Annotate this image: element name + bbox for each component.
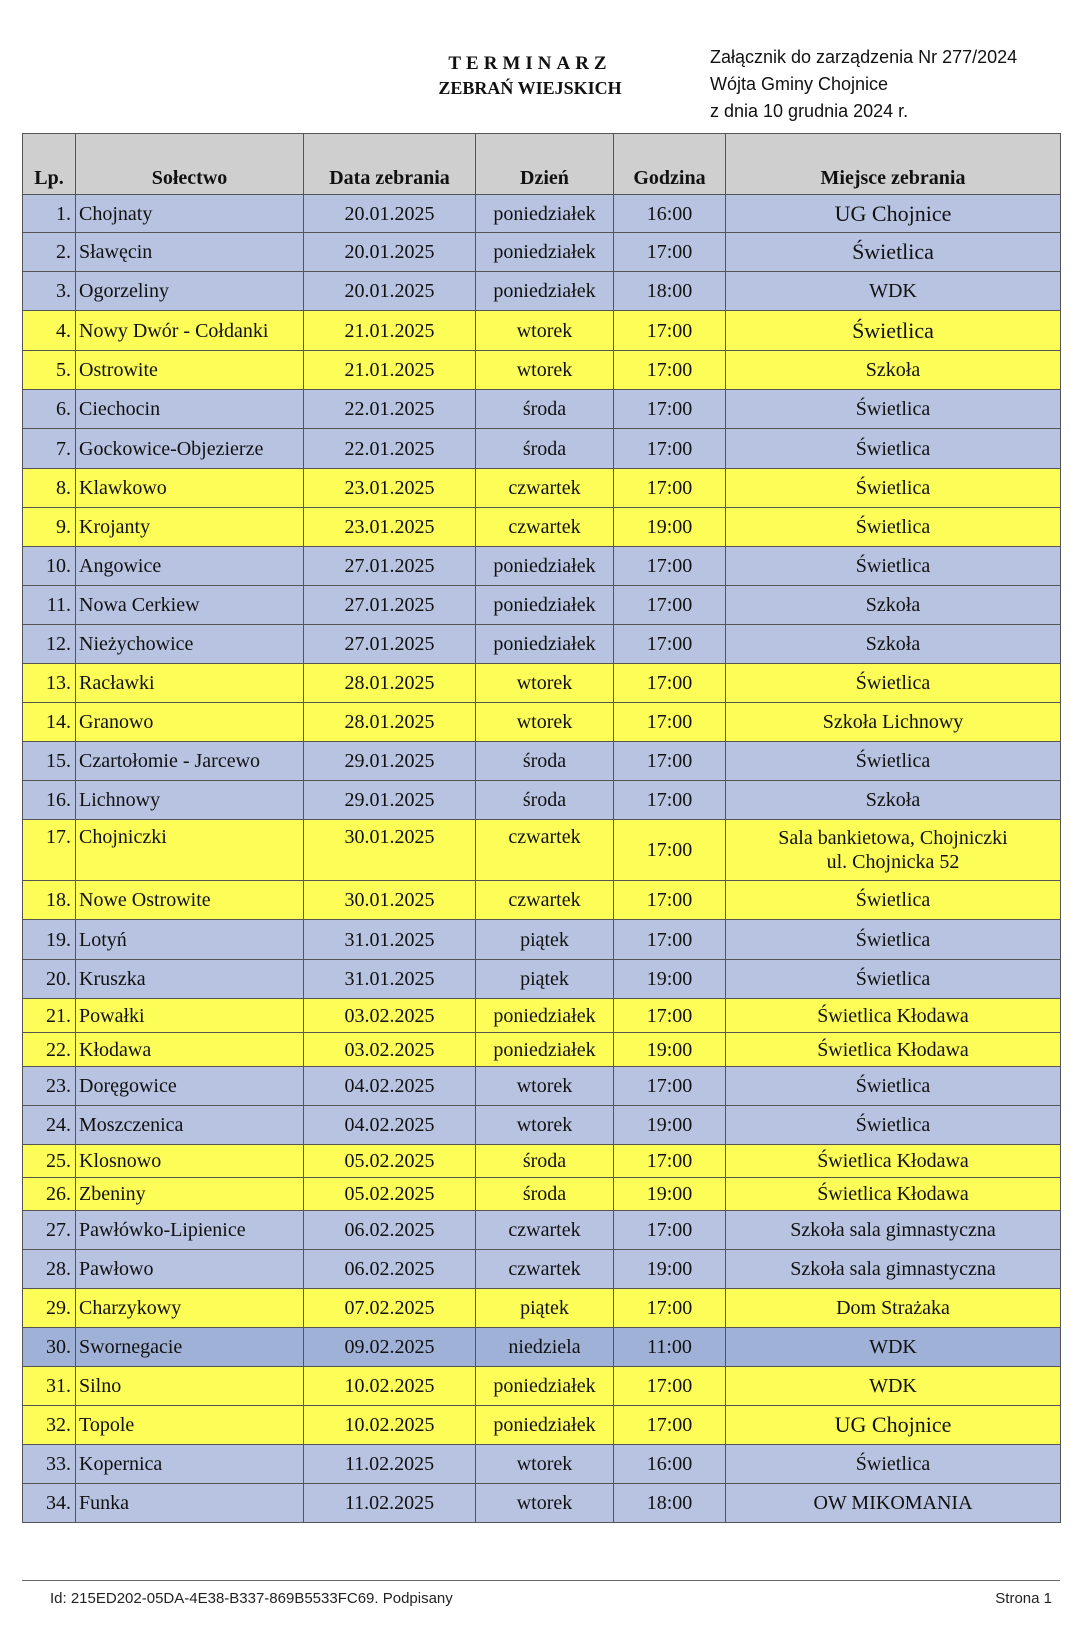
meeting-place	[726, 272, 1061, 311]
row-number: 8.	[23, 469, 76, 508]
table-row	[23, 1367, 1061, 1406]
meeting-place	[726, 960, 1061, 999]
village-name: Silno	[76, 1367, 304, 1406]
meeting-date: 21.01.2025	[304, 351, 476, 390]
meeting-day: poniedziałek	[476, 1033, 614, 1067]
meeting-date: 10.02.2025	[304, 1406, 476, 1445]
meeting-day: czwartek	[476, 881, 614, 920]
place-line: Świetlica	[855, 398, 931, 420]
place-line: Szkoła sala gimnastyczna	[790, 1219, 996, 1241]
place-line: Świetlica	[855, 750, 931, 772]
meeting-place	[726, 1289, 1061, 1328]
meeting-time: 17:00	[614, 469, 726, 508]
meeting-place	[726, 781, 1061, 820]
meeting-place	[726, 547, 1061, 586]
title-line-2: ZEBRAŃ WIEJSKICH	[438, 78, 622, 98]
village-name: Topole	[76, 1406, 304, 1445]
meeting-day: piątek	[476, 920, 614, 960]
header-place: Miejsce zebrania	[726, 134, 1061, 195]
row-number: 32.	[23, 1406, 76, 1445]
row-number: 23.	[23, 1067, 76, 1106]
row-number: 33.	[23, 1445, 76, 1484]
table-row	[23, 1067, 1061, 1106]
annex-note	[710, 44, 1070, 125]
village-name: Nowa Cerkiew	[76, 586, 304, 625]
meeting-day: poniedziałek	[476, 586, 614, 625]
meeting-time: 19:00	[614, 1178, 726, 1211]
row-number: 9.	[23, 508, 76, 547]
row-number: 20.	[23, 960, 76, 999]
meeting-time: 18:00	[614, 1484, 726, 1523]
meeting-place	[726, 429, 1061, 469]
meeting-time: 17:00	[614, 1289, 726, 1328]
place-line: Szkoła Lichnowy	[822, 711, 964, 733]
meeting-time: 18:00	[614, 272, 726, 311]
row-number: 22.	[23, 1033, 76, 1067]
table-row	[23, 820, 1061, 881]
meeting-place	[726, 881, 1061, 920]
meeting-time: 17:00	[614, 351, 726, 390]
meeting-place	[726, 1484, 1061, 1523]
row-number: 18.	[23, 881, 76, 920]
meeting-time: 17:00	[614, 820, 726, 881]
village-name: Angowice	[76, 547, 304, 586]
meeting-time: 17:00	[614, 999, 726, 1033]
document-title	[420, 52, 640, 100]
village-name: Zbeniny	[76, 1178, 304, 1211]
meeting-day: piątek	[476, 960, 614, 999]
table-row	[23, 920, 1061, 960]
meeting-place	[726, 351, 1061, 390]
meeting-place	[726, 1178, 1061, 1211]
meeting-day: środa	[476, 742, 614, 781]
table-header	[23, 134, 1061, 195]
meeting-date: 09.02.2025	[304, 1328, 476, 1367]
village-name: Kruszka	[76, 960, 304, 999]
village-name: Gockowice-Objezierze	[76, 429, 304, 469]
place-line: Szkoła sala gimnastyczna	[790, 1258, 996, 1280]
meeting-day: czwartek	[476, 1211, 614, 1250]
meeting-place	[726, 1367, 1061, 1406]
meeting-place	[726, 390, 1061, 429]
village-name: Klosnowo	[76, 1145, 304, 1178]
meeting-day: środa	[476, 390, 614, 429]
village-name: Powałki	[76, 999, 304, 1033]
table-row	[23, 1289, 1061, 1328]
place-line: Świetlica Kłodawa	[817, 1150, 969, 1172]
place-line: Świetlica	[855, 1075, 931, 1097]
row-number: 14.	[23, 703, 76, 742]
meeting-day: czwartek	[476, 820, 614, 881]
annex-line-1: Załącznik do zarządzenia Nr 277/2024	[710, 47, 1018, 67]
row-number: 31.	[23, 1367, 76, 1406]
table-row	[23, 351, 1061, 390]
place-line: Świetlica	[852, 317, 934, 343]
header-day: Dzień	[476, 134, 614, 195]
meeting-place	[726, 1445, 1061, 1484]
table-row	[23, 1145, 1061, 1178]
header-date: Data zebrania	[304, 134, 476, 195]
meeting-day: poniedziałek	[476, 547, 614, 586]
meeting-date: 30.01.2025	[304, 881, 476, 920]
table-row	[23, 1328, 1061, 1367]
meeting-day: środa	[476, 1145, 614, 1178]
village-name: Ciechocin	[76, 390, 304, 429]
meeting-time: 17:00	[614, 1145, 726, 1178]
village-name: Lotyń	[76, 920, 304, 960]
table-row	[23, 703, 1061, 742]
village-name: Krojanty	[76, 508, 304, 547]
meeting-place	[726, 1406, 1061, 1445]
place-line: Świetlica	[855, 968, 931, 990]
table-row	[23, 586, 1061, 625]
meeting-date: 31.01.2025	[304, 920, 476, 960]
table-row	[23, 547, 1061, 586]
meeting-day: piątek	[476, 1289, 614, 1328]
meeting-date: 20.01.2025	[304, 233, 476, 272]
table-row	[23, 1445, 1061, 1484]
meeting-date: 11.02.2025	[304, 1484, 476, 1523]
meeting-time: 17:00	[614, 703, 726, 742]
row-number: 26.	[23, 1178, 76, 1211]
meeting-place	[726, 195, 1061, 233]
place-line: Szkoła	[865, 633, 921, 655]
row-number: 34.	[23, 1484, 76, 1523]
village-name: Nowe Ostrowite	[76, 881, 304, 920]
row-number: 28.	[23, 1250, 76, 1289]
meeting-place	[726, 586, 1061, 625]
meeting-time: 16:00	[614, 195, 726, 233]
header-time: Godzina	[614, 134, 726, 195]
meeting-day: poniedziałek	[476, 272, 614, 311]
meeting-date: 04.02.2025	[304, 1067, 476, 1106]
meeting-place	[726, 742, 1061, 781]
meeting-time: 17:00	[614, 920, 726, 960]
meeting-date: 20.01.2025	[304, 272, 476, 311]
meeting-time: 17:00	[614, 1367, 726, 1406]
row-number: 4.	[23, 311, 76, 351]
village-name: Pawłówko-Lipienice	[76, 1211, 304, 1250]
meeting-place	[726, 920, 1061, 960]
village-name: Nieżychowice	[76, 625, 304, 664]
meeting-date: 05.02.2025	[304, 1145, 476, 1178]
meeting-place	[726, 469, 1061, 508]
meeting-day: poniedziałek	[476, 999, 614, 1033]
title-line-1: TERMINARZ	[448, 53, 612, 74]
meeting-time: 17:00	[614, 390, 726, 429]
place-line: Szkoła	[865, 594, 921, 616]
table-row	[23, 390, 1061, 429]
row-number: 25.	[23, 1145, 76, 1178]
table-row	[23, 1484, 1061, 1523]
meeting-time: 17:00	[614, 881, 726, 920]
row-number: 11.	[23, 586, 76, 625]
row-number: 19.	[23, 920, 76, 960]
meeting-place	[726, 1067, 1061, 1106]
village-name: Chojniczki	[76, 820, 304, 881]
place-line: Szkoła	[865, 359, 921, 381]
row-number: 6.	[23, 390, 76, 429]
meeting-place	[726, 820, 1061, 881]
meeting-place	[726, 1145, 1061, 1178]
table-row	[23, 1211, 1061, 1250]
annex-line-3: z dnia 10 grudnia 2024 r.	[710, 101, 909, 121]
meeting-day: czwartek	[476, 508, 614, 547]
row-number: 3.	[23, 272, 76, 311]
place-line: Świetlica Kłodawa	[817, 1038, 969, 1061]
row-number: 1.	[23, 195, 76, 233]
meeting-date: 03.02.2025	[304, 999, 476, 1033]
table-row	[23, 999, 1061, 1033]
meeting-date: 20.01.2025	[304, 195, 476, 233]
place-line-2: ul. Chojnicka 52	[826, 851, 960, 873]
table-row	[23, 429, 1061, 469]
table-row	[23, 881, 1061, 920]
meeting-day: środa	[476, 781, 614, 820]
table-row	[23, 781, 1061, 820]
meeting-place	[726, 1211, 1061, 1250]
document-id: Id: 215ED202-05DA-4E38-B337-869B5533FC69. Podpisany	[50, 1590, 453, 1607]
meeting-time: 17:00	[614, 311, 726, 351]
meeting-time: 17:00	[614, 1211, 726, 1250]
meeting-date: 21.01.2025	[304, 311, 476, 351]
village-name: Granowo	[76, 703, 304, 742]
meeting-place	[726, 311, 1061, 351]
meeting-place	[726, 999, 1061, 1033]
meeting-day: poniedziałek	[476, 1406, 614, 1445]
meeting-time: 19:00	[614, 508, 726, 547]
row-number: 2.	[23, 233, 76, 272]
place-line: Świetlica	[855, 1114, 931, 1136]
table-row	[23, 1406, 1061, 1445]
row-number: 30.	[23, 1328, 76, 1367]
annex-line-2: Wójta Gminy Chojnice	[710, 74, 889, 94]
meeting-place	[726, 664, 1061, 703]
page-number: Strona 1	[995, 1590, 1052, 1607]
village-name: Czartołomie - Jarcewo	[76, 742, 304, 781]
meeting-day: wtorek	[476, 311, 614, 351]
row-number: 5.	[23, 351, 76, 390]
meeting-time: 17:00	[614, 547, 726, 586]
meeting-day: wtorek	[476, 1106, 614, 1145]
row-number: 12.	[23, 625, 76, 664]
meeting-time: 17:00	[614, 742, 726, 781]
header-village: Sołectwo	[76, 134, 304, 195]
meeting-time: 17:00	[614, 233, 726, 272]
meeting-time: 17:00	[614, 586, 726, 625]
place-line: Świetlica Kłodawa	[817, 1004, 969, 1027]
table-row	[23, 1106, 1061, 1145]
meeting-day: wtorek	[476, 1445, 614, 1484]
meeting-date: 29.01.2025	[304, 781, 476, 820]
village-name: Lichnowy	[76, 781, 304, 820]
village-name: Charzykowy	[76, 1289, 304, 1328]
row-number: 10.	[23, 547, 76, 586]
header-lp: Lp.	[23, 134, 76, 195]
place-line: OW MIKOMANIA	[813, 1492, 973, 1514]
meeting-date: 30.01.2025	[304, 820, 476, 881]
meeting-time: 17:00	[614, 664, 726, 703]
meeting-date: 27.01.2025	[304, 547, 476, 586]
table-row	[23, 272, 1061, 311]
meeting-date: 31.01.2025	[304, 960, 476, 999]
meeting-time: 17:00	[614, 1067, 726, 1106]
meeting-day: wtorek	[476, 351, 614, 390]
meeting-day: poniedziałek	[476, 233, 614, 272]
meeting-place	[726, 233, 1061, 272]
village-name: Doręgowice	[76, 1067, 304, 1106]
place-line: UG Chojnice	[834, 1412, 952, 1437]
row-number: 17.	[23, 820, 76, 881]
meeting-day: czwartek	[476, 1250, 614, 1289]
table-row	[23, 625, 1061, 664]
meeting-day: niedziela	[476, 1328, 614, 1367]
table-row	[23, 311, 1061, 351]
meeting-date: 04.02.2025	[304, 1106, 476, 1145]
meeting-time: 16:00	[614, 1445, 726, 1484]
meeting-time: 17:00	[614, 781, 726, 820]
meeting-time: 19:00	[614, 1106, 726, 1145]
place-line: Świetlica	[852, 239, 934, 264]
row-number: 15.	[23, 742, 76, 781]
table-body	[23, 195, 1061, 1523]
place-line: Świetlica	[855, 477, 931, 499]
place-line: Świetlica	[855, 672, 931, 694]
meeting-time: 17:00	[614, 429, 726, 469]
meeting-date: 11.02.2025	[304, 1445, 476, 1484]
schedule-table	[22, 133, 1061, 1523]
meeting-day: czwartek	[476, 469, 614, 508]
footer-divider	[22, 1580, 1060, 1581]
meeting-date: 28.01.2025	[304, 703, 476, 742]
meeting-day: wtorek	[476, 703, 614, 742]
meeting-date: 23.01.2025	[304, 469, 476, 508]
village-name: Funka	[76, 1484, 304, 1523]
village-name: Swornegacie	[76, 1328, 304, 1367]
meeting-day: poniedziałek	[476, 625, 614, 664]
meeting-place	[726, 1106, 1061, 1145]
table-row	[23, 508, 1061, 547]
village-name: Ogorzeliny	[76, 272, 304, 311]
meeting-time: 17:00	[614, 1406, 726, 1445]
village-name: Klawkowo	[76, 469, 304, 508]
meeting-date: 06.02.2025	[304, 1250, 476, 1289]
village-name: Kłodawa	[76, 1033, 304, 1067]
row-number: 7.	[23, 429, 76, 469]
meeting-day: poniedziałek	[476, 195, 614, 233]
table-row	[23, 1250, 1061, 1289]
place-line: Dom Strażaka	[836, 1297, 950, 1319]
place-line: Świetlica Kłodawa	[817, 1183, 969, 1205]
meeting-date: 27.01.2025	[304, 625, 476, 664]
place-line: WDK	[869, 1336, 917, 1358]
meeting-place	[726, 508, 1061, 547]
meeting-time: 19:00	[614, 960, 726, 999]
meeting-day: środa	[476, 1178, 614, 1211]
meeting-day: poniedziałek	[476, 1367, 614, 1406]
meeting-place	[726, 1328, 1061, 1367]
place-line: UG Chojnice	[834, 200, 952, 226]
meeting-date: 29.01.2025	[304, 742, 476, 781]
row-number: 29.	[23, 1289, 76, 1328]
table-row	[23, 664, 1061, 703]
meeting-date: 06.02.2025	[304, 1211, 476, 1250]
meeting-day: środa	[476, 429, 614, 469]
place-line: Sala bankietowa, Chojniczki	[778, 827, 1008, 849]
table-row	[23, 469, 1061, 508]
meeting-date: 22.01.2025	[304, 390, 476, 429]
village-name: Nowy Dwór - Cołdanki	[76, 311, 304, 351]
meeting-date: 10.02.2025	[304, 1367, 476, 1406]
place-line: Świetlica	[855, 928, 931, 951]
place-line: WDK	[869, 280, 917, 302]
meeting-date: 03.02.2025	[304, 1033, 476, 1067]
row-number: 16.	[23, 781, 76, 820]
meeting-time: 19:00	[614, 1250, 726, 1289]
village-name: Moszczenica	[76, 1106, 304, 1145]
table-row	[23, 1178, 1061, 1211]
meeting-date: 07.02.2025	[304, 1289, 476, 1328]
meeting-date: 05.02.2025	[304, 1178, 476, 1211]
row-number: 27.	[23, 1211, 76, 1250]
meeting-place	[726, 1033, 1061, 1067]
table-row	[23, 233, 1061, 272]
meeting-day: wtorek	[476, 1067, 614, 1106]
meeting-place	[726, 1250, 1061, 1289]
meeting-time: 11:00	[614, 1328, 726, 1367]
place-line: Świetlica	[855, 1453, 931, 1475]
meeting-place	[726, 625, 1061, 664]
row-number: 13.	[23, 664, 76, 703]
village-name: Racławki	[76, 664, 304, 703]
meeting-date: 28.01.2025	[304, 664, 476, 703]
meeting-time: 17:00	[614, 625, 726, 664]
meeting-date: 27.01.2025	[304, 586, 476, 625]
meeting-place	[726, 703, 1061, 742]
village-name: Pawłowo	[76, 1250, 304, 1289]
place-line: Świetlica	[855, 555, 931, 577]
table-row	[23, 742, 1061, 781]
meeting-day: wtorek	[476, 1484, 614, 1523]
row-number: 21.	[23, 999, 76, 1033]
place-line: Świetlica	[855, 437, 931, 460]
place-line: Szkoła	[865, 789, 921, 811]
meeting-time: 19:00	[614, 1033, 726, 1067]
village-name: Ostrowite	[76, 351, 304, 390]
table-row	[23, 195, 1061, 233]
village-name: Chojnaty	[76, 195, 304, 233]
place-line: Świetlica	[855, 516, 931, 538]
table-row	[23, 960, 1061, 999]
row-number: 24.	[23, 1106, 76, 1145]
village-name: Kopernica	[76, 1445, 304, 1484]
meeting-date: 23.01.2025	[304, 508, 476, 547]
village-name: Sławęcin	[76, 233, 304, 272]
meeting-date: 22.01.2025	[304, 429, 476, 469]
place-line: Świetlica	[855, 889, 931, 911]
table-row	[23, 1033, 1061, 1067]
meeting-day: wtorek	[476, 664, 614, 703]
place-line: WDK	[869, 1375, 917, 1397]
